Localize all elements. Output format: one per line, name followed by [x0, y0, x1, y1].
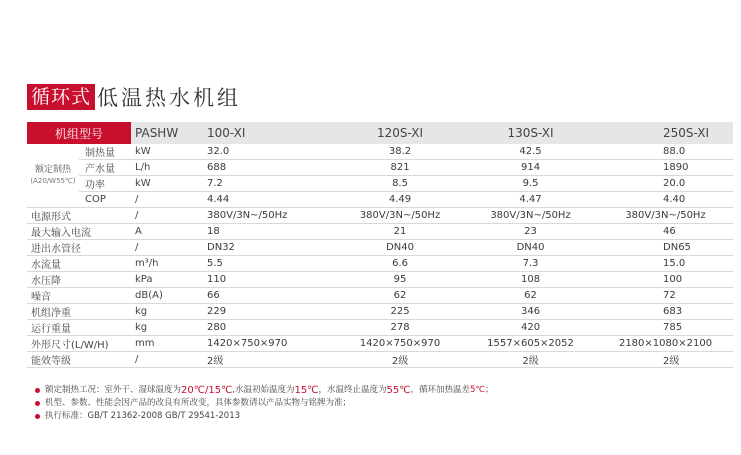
- cell-value: 2级: [598, 352, 733, 368]
- cell-value: 88.0: [598, 144, 733, 160]
- table-row: [27, 272, 733, 288]
- row-label: 机组净重: [27, 304, 131, 320]
- cell-value: DN32: [193, 240, 337, 256]
- cell-value: 23: [463, 224, 598, 240]
- table-row: [27, 256, 733, 272]
- notes: [35, 384, 493, 423]
- row-label: COP: [79, 192, 131, 208]
- row-unit: kg: [131, 320, 193, 336]
- table-header-row: [27, 122, 733, 144]
- cell-value: DN40: [463, 240, 598, 256]
- model-header: 120S-XI: [337, 122, 463, 144]
- brand-label: PASHW: [131, 122, 193, 144]
- cell-value: 380V/3N~/50Hz: [337, 208, 463, 224]
- cell-value: 1420×750×970: [193, 336, 337, 352]
- cell-value: 2级: [463, 352, 598, 368]
- cell-value: 108: [463, 272, 598, 288]
- cell-value: 1420×750×970: [337, 336, 463, 352]
- group-label: 额定制热: [34, 164, 71, 175]
- table-row: [27, 288, 733, 304]
- cell-value: 7.2: [193, 176, 337, 192]
- cell-value: DN40: [337, 240, 463, 256]
- cell-value: 280: [193, 320, 337, 336]
- row-unit: /: [131, 192, 193, 208]
- cell-value: 20.0: [598, 176, 733, 192]
- cell-value: 5.5: [193, 256, 337, 272]
- bullet-dot-icon: [35, 414, 40, 419]
- row-unit: kg: [131, 304, 193, 320]
- cell-value: 229: [193, 304, 337, 320]
- cell-value: 278: [337, 320, 463, 336]
- cell-value: 18: [193, 224, 337, 240]
- cell-value: 380V/3N~/50Hz: [463, 208, 598, 224]
- note-text: ；: [484, 385, 494, 395]
- page-title: [27, 83, 241, 111]
- cell-value: 21: [337, 224, 463, 240]
- cell-value: 4.47: [463, 192, 598, 208]
- row-unit: kPa: [131, 272, 193, 288]
- cell-value: 32.0: [193, 144, 337, 160]
- note-item: [35, 384, 493, 397]
- note-item: [35, 397, 493, 410]
- note-highlight: 15℃: [294, 385, 319, 396]
- table-row: [27, 160, 733, 176]
- cell-value: 46: [598, 224, 733, 240]
- table-row: [27, 304, 733, 320]
- row-label: 进出水管径: [27, 240, 131, 256]
- row-label: 电源形式: [27, 208, 131, 224]
- title-badge: 循环式: [27, 84, 95, 110]
- cell-value: 15.0: [598, 256, 733, 272]
- spec-table: [27, 122, 733, 368]
- table-row: [27, 192, 733, 208]
- cell-value: 38.2: [337, 144, 463, 160]
- title-main: 低温热水机组: [97, 86, 242, 110]
- cell-value: 4.40: [598, 192, 733, 208]
- cell-value: 7.3: [463, 256, 598, 272]
- table-row: [27, 176, 733, 192]
- note-text: 机型、参数、性能会因产品的改良有所改变，具体参数请以产品实物与铭牌为准；: [45, 398, 352, 408]
- row-unit: A: [131, 224, 193, 240]
- bullet-dot-icon: [35, 401, 40, 406]
- cell-value: 9.5: [463, 176, 598, 192]
- cell-value: 6.6: [337, 256, 463, 272]
- cell-value: 66: [193, 288, 337, 304]
- cell-value: 1557×605×2052: [463, 336, 598, 352]
- note-text: ，循环加热温差: [410, 385, 470, 395]
- cell-value: 4.49: [337, 192, 463, 208]
- table-row: [27, 144, 733, 160]
- model-label: 机组型号: [27, 122, 131, 144]
- cell-value: 100: [598, 272, 733, 288]
- row-label: 制热量: [79, 144, 131, 160]
- table-row: [27, 320, 733, 336]
- note-highlight: 5℃: [469, 385, 485, 395]
- note-text: 额定制热工况：室外干、湿球温度为: [45, 385, 182, 395]
- row-label: 最大输入电流: [27, 224, 131, 240]
- note-highlight: 55℃: [386, 385, 411, 396]
- note-item: [35, 410, 493, 423]
- row-unit: kW: [131, 176, 193, 192]
- row-label: 水流量: [27, 256, 131, 272]
- table-row: [27, 352, 733, 368]
- row-unit: mm: [131, 336, 193, 352]
- note-highlight: 20℃/15℃: [181, 385, 233, 396]
- cell-value: 42.5: [463, 144, 598, 160]
- cell-value: 380V/3N~/50Hz: [598, 208, 733, 224]
- note-text: ，水温终止温度为: [318, 385, 387, 395]
- cell-value: 2级: [337, 352, 463, 368]
- row-unit: L/h: [131, 160, 193, 176]
- row-label: 功率: [79, 176, 131, 192]
- model-header: 130S-XI: [463, 122, 598, 144]
- table-row: [27, 208, 733, 224]
- cell-value: 4.44: [193, 192, 337, 208]
- cell-value: 110: [193, 272, 337, 288]
- table-row: [27, 224, 733, 240]
- cell-value: 8.5: [337, 176, 463, 192]
- cell-value: 62: [463, 288, 598, 304]
- note-text: 执行标准：GB/T 21362-2008 GB/T 29541-2013: [45, 411, 241, 421]
- cell-value: 225: [337, 304, 463, 320]
- table-row: [27, 240, 733, 256]
- cell-value: 95: [337, 272, 463, 288]
- group-condition: (A20/W55℃): [30, 176, 76, 185]
- cell-value: 346: [463, 304, 598, 320]
- cell-value: 688: [193, 160, 337, 176]
- cell-value: 380V/3N~/50Hz: [193, 208, 337, 224]
- row-label: 水压降: [27, 272, 131, 288]
- row-label: 能效等级: [27, 352, 131, 368]
- cell-value: 2180×1080×2100: [598, 336, 733, 352]
- row-label: 产水量: [79, 160, 131, 176]
- row-unit: m³/h: [131, 256, 193, 272]
- cell-value: 62: [337, 288, 463, 304]
- model-header: 250S-XI: [598, 122, 733, 144]
- bullet-dot-icon: [35, 388, 40, 393]
- model-header: 100-XI: [193, 122, 337, 144]
- row-unit: dB(A): [131, 288, 193, 304]
- note-text: ,水温初始温度为: [232, 385, 295, 395]
- row-unit: /: [131, 352, 193, 368]
- row-label: 外形尺寸(L/W/H): [27, 336, 131, 352]
- row-label: 噪音: [27, 288, 131, 304]
- row-unit: kW: [131, 144, 193, 160]
- cell-value: 420: [463, 320, 598, 336]
- cell-value: 914: [463, 160, 598, 176]
- table-row: [27, 336, 733, 352]
- row-unit: /: [131, 208, 193, 224]
- cell-value: 821: [337, 160, 463, 176]
- cell-value: 1890: [598, 160, 733, 176]
- rated-heating-group: [27, 144, 79, 208]
- row-label: 运行重量: [27, 320, 131, 336]
- row-unit: /: [131, 240, 193, 256]
- cell-value: DN65: [598, 240, 733, 256]
- cell-value: 72: [598, 288, 733, 304]
- cell-value: 785: [598, 320, 733, 336]
- cell-value: 2级: [193, 352, 337, 368]
- cell-value: 683: [598, 304, 733, 320]
